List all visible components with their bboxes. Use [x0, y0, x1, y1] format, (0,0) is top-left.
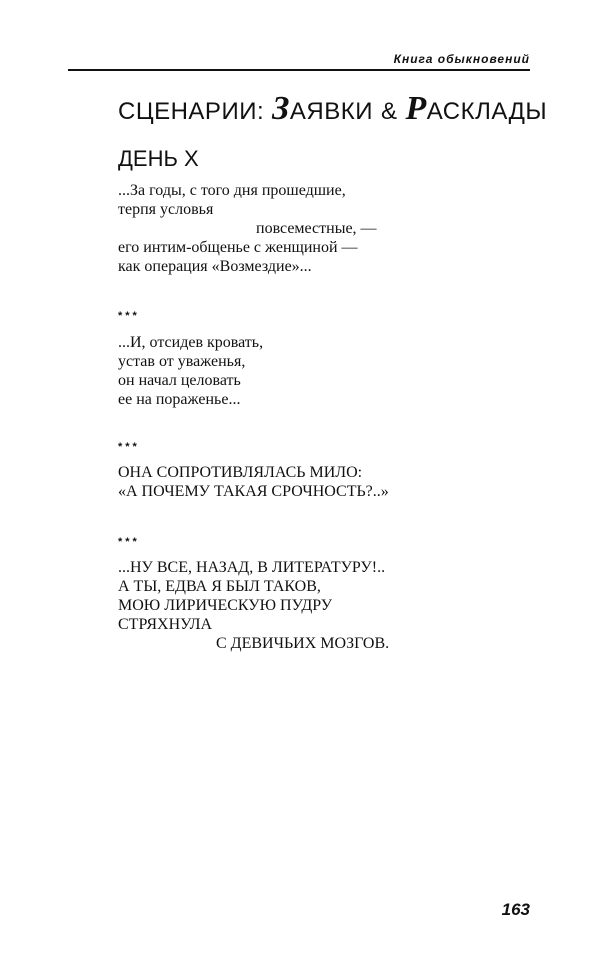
section-separator: ***: [118, 441, 140, 453]
section-title-z-initial: З: [272, 90, 290, 127]
section-title-ampersand: &: [381, 98, 398, 125]
section-title-lead: СЦЕНАРИИ:: [118, 98, 265, 125]
poem-3: [118, 463, 389, 501]
section-title-r-rest: АСКЛАДЫ: [426, 98, 548, 125]
poem-line: ...И, отсидев кровать,: [118, 334, 264, 351]
poem-line: он начал целовать: [118, 372, 241, 389]
poem-line: «А ПОЧЕМУ ТАКАЯ СРОЧНОСТЬ?..»: [118, 483, 389, 500]
section-title-z-rest: АЯВКИ: [289, 98, 373, 125]
poem-line: ...НУ ВСЕ, НАЗАД, В ЛИТЕРАТУРУ!..: [118, 559, 386, 576]
header-rule: [68, 69, 530, 71]
poem-1: [118, 181, 377, 276]
poem-line-indented: С ДЕВИЧЬИХ МОЗГОВ.: [216, 635, 390, 652]
poem-line: как операция «Возмездие»...: [118, 258, 312, 275]
poem-line: терпя условья: [118, 201, 214, 218]
section-separator: ***: [118, 536, 140, 548]
section-separator: ***: [118, 310, 140, 322]
poem-line: устав от уваженья,: [118, 353, 246, 370]
poem-line: А ТЫ, ЕДВА Я БЫЛ ТАКОВ,: [118, 578, 321, 595]
poem-line: его интим-общенье с женщиной —: [118, 239, 358, 256]
poem-line: ...За годы, с того дня прошедшие,: [118, 182, 346, 199]
page-number: 163: [501, 900, 530, 919]
poem-line: МОЮ ЛИРИЧЕСКУЮ ПУДРУ: [118, 597, 333, 614]
running-head-title: Книга обыкновений: [393, 52, 530, 66]
poem-line: СТРЯХНУЛА: [118, 616, 213, 633]
chapter-title: ДЕНЬ Х: [118, 146, 199, 171]
poem-line: ОНА СОПРОТИВЛЯЛАСЬ МИЛО:: [118, 464, 363, 481]
section-title: [118, 92, 547, 126]
poem-4: [118, 558, 389, 653]
poem-line: ее на пораженье...: [118, 391, 241, 408]
poem-2: [118, 333, 263, 409]
section-title-r-initial: Р: [405, 90, 427, 127]
poem-line-indented: повсеместные, —: [256, 220, 377, 237]
